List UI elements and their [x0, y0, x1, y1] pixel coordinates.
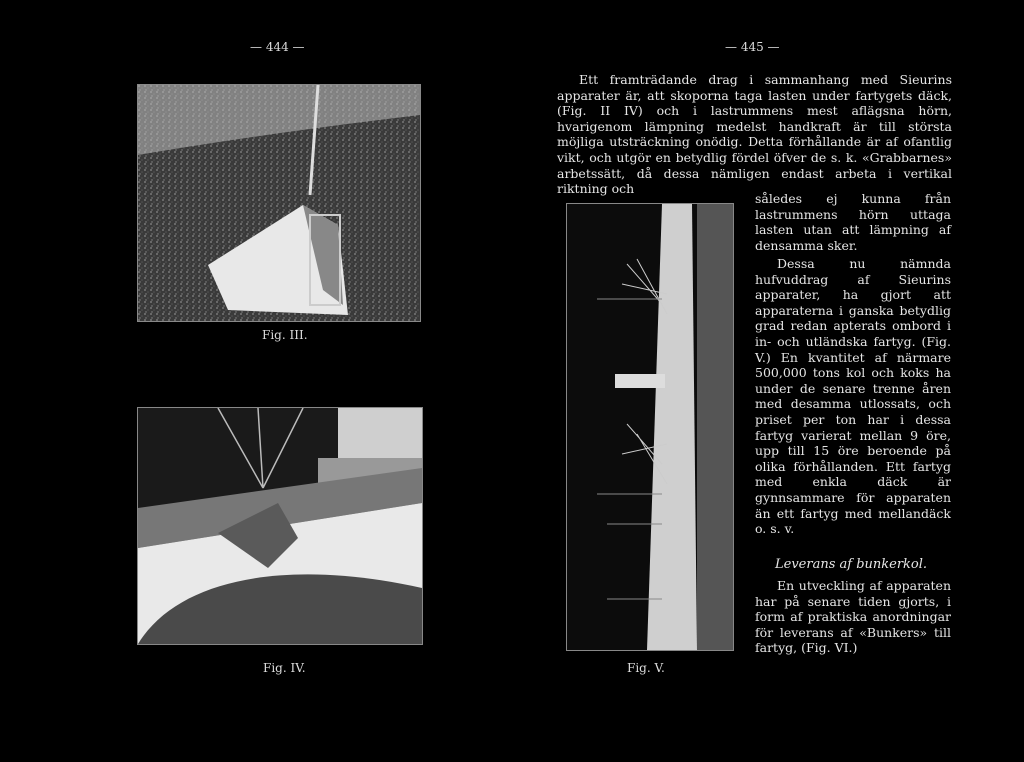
left-page-number: — 444 —	[250, 40, 305, 54]
right-page-number: — 445 —	[725, 40, 780, 54]
paragraph-intro: Ett framträdande drag i sammanhang med Sieurins apparater är, att skoporna taga lasten under fartygets däck, (Fig. II IV) och i lastrummens mest aflägsna hörn, hvarigenom lämpning medelst handkraft är till största möjliga utsträckning onödig. Detta förhållande är af ofantlig vikt, och utgör en betydlig fördel öfver de s. k. «Grabbarnes» arbetssätt, då dessa nämligen endast arbeta i vertikal riktning och	[557, 72, 952, 197]
fig-3-photo	[137, 84, 421, 322]
paragraph-intro-continued: således ej kunna från lastrummens hörn uttaga lasten utan att lämpning af densamma sker.	[755, 191, 951, 253]
fig-4-photo	[137, 407, 423, 645]
fig-4-caption: Fig. IV.	[263, 661, 306, 675]
paragraph-features: Dessa nu nämnda hufvuddrag af Sieurins apparater, ha gjort att apparaterna i ganska betydlig grad redan apterats ombord i in- och utländska fartyg. (Fig. V.) En kvantitet af närmare 500,000 tons kol och koks ha under de senare trenne åren med desamma utlossats, och priset per ton har i dessa fartyg varierat mellan 9 öre, upp till 15 öre beroende på olika förhållanden. Ett fartyg med enkla däck är gynnsammare för apparaten än ett fartyg med mellandäck o. s. v.	[755, 256, 951, 537]
section-heading: Leverans af bunkerkol.	[775, 557, 928, 572]
fig-5-caption: Fig. V.	[627, 661, 665, 675]
paragraph-bunkers: En utveckling af apparaten har på senare tiden gjorts, i form af praktiska anordningar för leverans af «Bunkers» till fartyg, (Fig. VI.)	[755, 578, 951, 656]
fig-5-photo	[566, 203, 734, 651]
fig-3-caption: Fig. III.	[262, 328, 308, 342]
